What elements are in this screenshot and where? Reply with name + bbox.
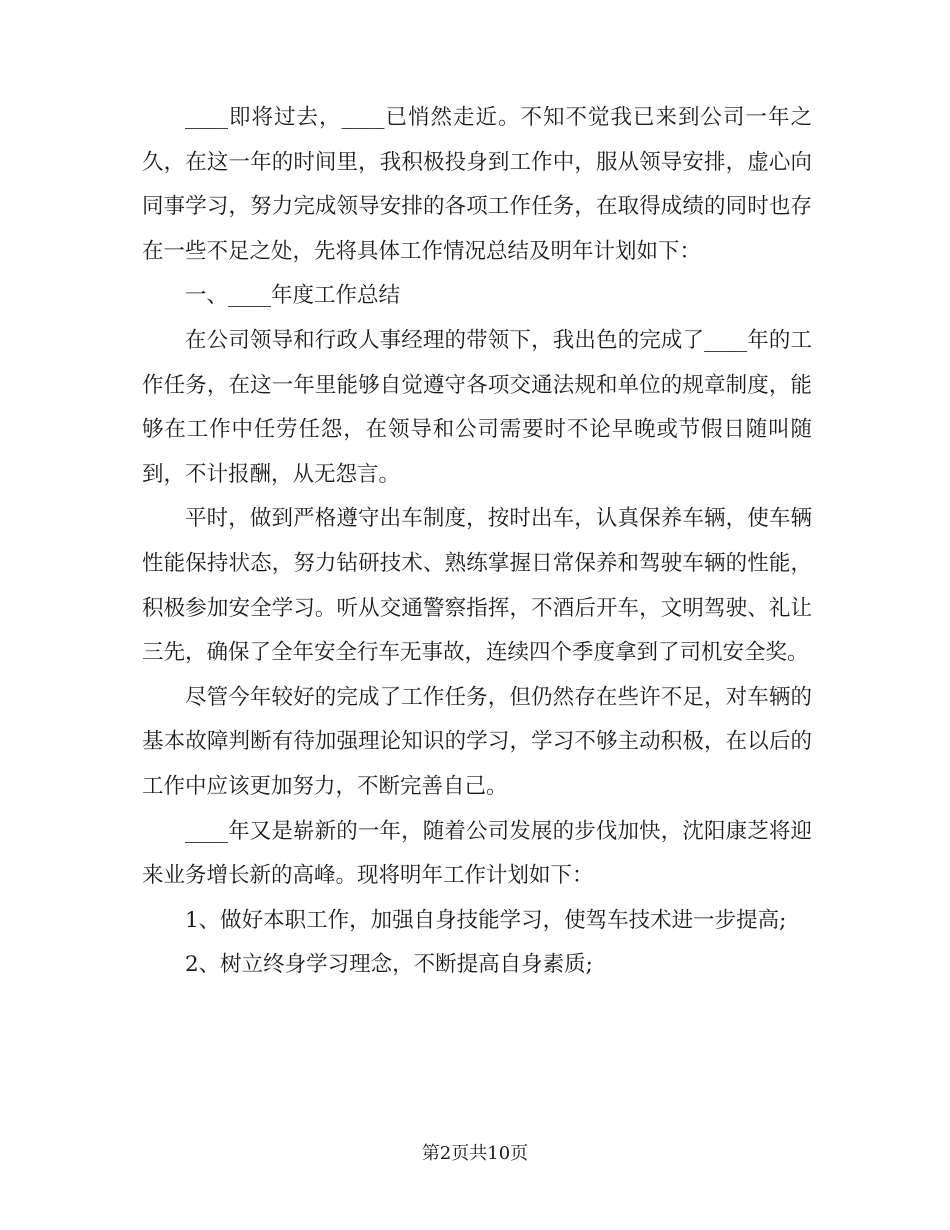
section-heading: 一、____年度工作总结 — [185, 283, 401, 309]
body-paragraph: 平时，做到严格遵守出车制度，按时出车，认真保养车辆，使车辆性能保持状态，努力钻研技术、熟练掌握日常保养和驾驶车辆的性能，积极参加安全学习。听从交通警察指挥，不酒后开车，文明驾驶、礼让三先，确保了全年安全行车无事故，连续四个季度拿到了司机安全奖。 — [142, 506, 812, 666]
page-number: 第2页共10页 — [421, 1143, 529, 1164]
document-body — [142, 96, 812, 988]
intro-paragraph: ____即将过去，____已悄然走近。不知不觉我已来到公司一年之久，在这一年的时间里，我积极投身到工作中，服从领导安排，虚心向同事学习，努力完成领导安排的各项工作任务，在取得成绩的同时也存在一些不足之处，先将具体工作情况总结及明年计划如下： — [142, 105, 812, 264]
body-paragraph: 尽管今年较好的完成了工作任务，但仍然存在些许不足，对车辆的基本故障判断有待加强理论知识的学习，学习不够主动积极，在以后的工作中应该更加努力，不断完善自己。 — [142, 684, 812, 799]
body-paragraph: 在公司领导和行政人事经理的带领下，我出色的完成了____年的工作任务，在这一年里能够自觉遵守各项交通法规和单位的规章制度，能够在工作中任劳任怨，在领导和公司需要时不论早晚或节假日随叫随到，不计报酬，从无怨言。 — [142, 327, 812, 487]
body-paragraph: ____年又是崭新的一年，随着公司发展的步伐加快，沈阳康芝将迎来业务增长新的高峰。现将明年工作计划如下： — [142, 818, 812, 889]
plan-list-item: 2、树立终身学习理念，不断提高自身素质; — [185, 952, 593, 978]
plan-list-item: 1、做好本职工作，加强自身技能学习，使驾车技术进一步提高; — [185, 907, 787, 933]
